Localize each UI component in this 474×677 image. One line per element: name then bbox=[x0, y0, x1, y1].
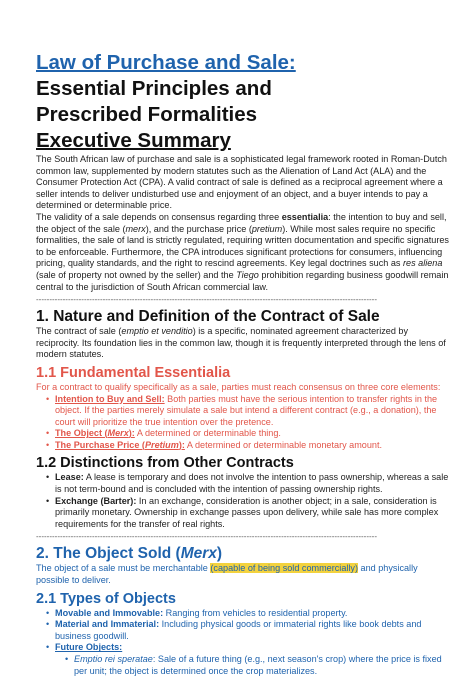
separator-line: -------------------------------------------------------------------------------------------------------------------------------- bbox=[36, 532, 377, 542]
bullet-icon: • bbox=[46, 393, 50, 404]
bullet-icon: • bbox=[46, 495, 50, 506]
bullet-icon: • bbox=[46, 428, 50, 439]
section-2-paragraph: The object of a sale must be merchantable (capable of being sold commercially) and physically possible to deliver. bbox=[36, 563, 418, 586]
title-line-4: Executive Summary bbox=[36, 129, 231, 152]
list-item: • Material and Immaterial: Including physical goods or immaterial rights like book debts and business goodwill. bbox=[46, 619, 422, 641]
object-types-list bbox=[36, 608, 450, 677]
bullet-icon: • bbox=[46, 607, 50, 618]
summary-paragraph-1: The South African law of purchase and sale is a sophisticated legal framework rooted in Roman-Dutch common law, supplemented by modern statutes such as the Alienation of Land Act (ALA) and the Consumer Protection Act (CPA). A valid contract of sale is defined as a reciprocal agreement where a seller intends to deliver undisturbed use and enjoyment of an object, and a buyer intends to pay a determined or determinable price. bbox=[36, 154, 447, 211]
title-line-3: Prescribed Formalities bbox=[36, 103, 258, 126]
list-item: • Intention to Buy and Sell: Both parties must have the serious intention to transfer rights in the object. If the parties merely simulate a sale but intend a different contract (e.g., a donation), the court will prioritize the true intention over the pretence. bbox=[46, 393, 438, 427]
list-item: • The Object (Merx): A determined or determinable thing. bbox=[46, 428, 281, 439]
list-item: • Exchange (Barter): In an exchange, consideration is another object; in a sale, consideration is primarily monetary. Ownership in exchange passes upon delivery, while sale has more complex requirements for the transfer of real rights. bbox=[46, 495, 439, 529]
highlighted-text: (capable of being sold commercially) bbox=[210, 563, 358, 574]
title-line-1: Law of Purchase and Sale: bbox=[36, 51, 296, 74]
section-2-1-heading: 2.1 Types of Objects bbox=[36, 590, 176, 607]
section-2-heading: 2. The Object Sold (Merx) bbox=[36, 545, 223, 563]
bullet-icon: • bbox=[46, 619, 50, 630]
section-1-heading: 1. Nature and Definition of the Contract of Sale bbox=[36, 308, 380, 326]
list-item: • Lease: A lease is temporary and does not involve the intention to pass ownership, whereas a sale is not term-bound and is concluded with the intention of passing ownership rights. bbox=[46, 472, 449, 495]
bullet-icon: • bbox=[46, 439, 50, 450]
summary-paragraph-2: The validity of a sale depends on consensus regarding three essentialia: the intention to buy and sell, the object of the sale (merx), and the purchase price (pretium). While most sales require no specific formalities, the sale of land is strictly regulated, requiring written documentation and specific signatures to be enforceable. Furthermore, the CPA introduces significant protections for consumers, influencing pricing, quality standards, and the right to rescind agreements. Key legal doctrines such as res aliena (sale of property not owned by the seller) and the Tiego prohibition regarding business goodwill remain central to the jurisdiction of South African commercial law. bbox=[36, 211, 449, 292]
section-1-paragraph: The contract of sale (emptio et venditio) is a specific, nominated agreement characterized by reciprocity. Its foundation lies in the common law, though it is frequently interpreted through the lens of modern statutes. bbox=[36, 326, 446, 360]
separator-line: -------------------------------------------------------------------------------------------------------------------------------- bbox=[36, 295, 377, 305]
bullet-icon: • bbox=[65, 654, 69, 664]
bullet-icon: • bbox=[46, 642, 50, 653]
future-objects-sublist bbox=[55, 654, 450, 677]
title-line-2: Essential Principles and bbox=[36, 77, 272, 100]
section-1-2-heading: 1.2 Distinctions from Other Contracts bbox=[36, 455, 294, 472]
list-item: • The Purchase Price (Pretium): A determined or determinable monetary amount. bbox=[46, 439, 383, 450]
document-title bbox=[36, 50, 450, 154]
essentialia-list bbox=[36, 394, 450, 452]
document-body bbox=[36, 50, 450, 677]
section-1-1-intro: For a contract to qualify specifically as a sale, parties must reach consensus on three core elements: bbox=[36, 381, 441, 392]
bullet-icon: • bbox=[46, 472, 50, 483]
distinctions-list bbox=[36, 472, 450, 530]
section-1-1-heading: 1.1 Fundamental Essentialia bbox=[36, 364, 231, 381]
list-item: • Future Objects: • Emptio rei speratae: Sale of a future thing (e.g., next season's crop) where the price is fixed per unit; the object is determined once the crop materializes. bbox=[46, 642, 450, 677]
list-item: • Movable and Immovable: Ranging from vehicles to residential property. bbox=[46, 607, 348, 618]
list-item: • Emptio rei speratae: Sale of a future thing (e.g., next season's crop) where the price is fixed per unit; the object is determined once the crop materializes. bbox=[65, 654, 442, 676]
